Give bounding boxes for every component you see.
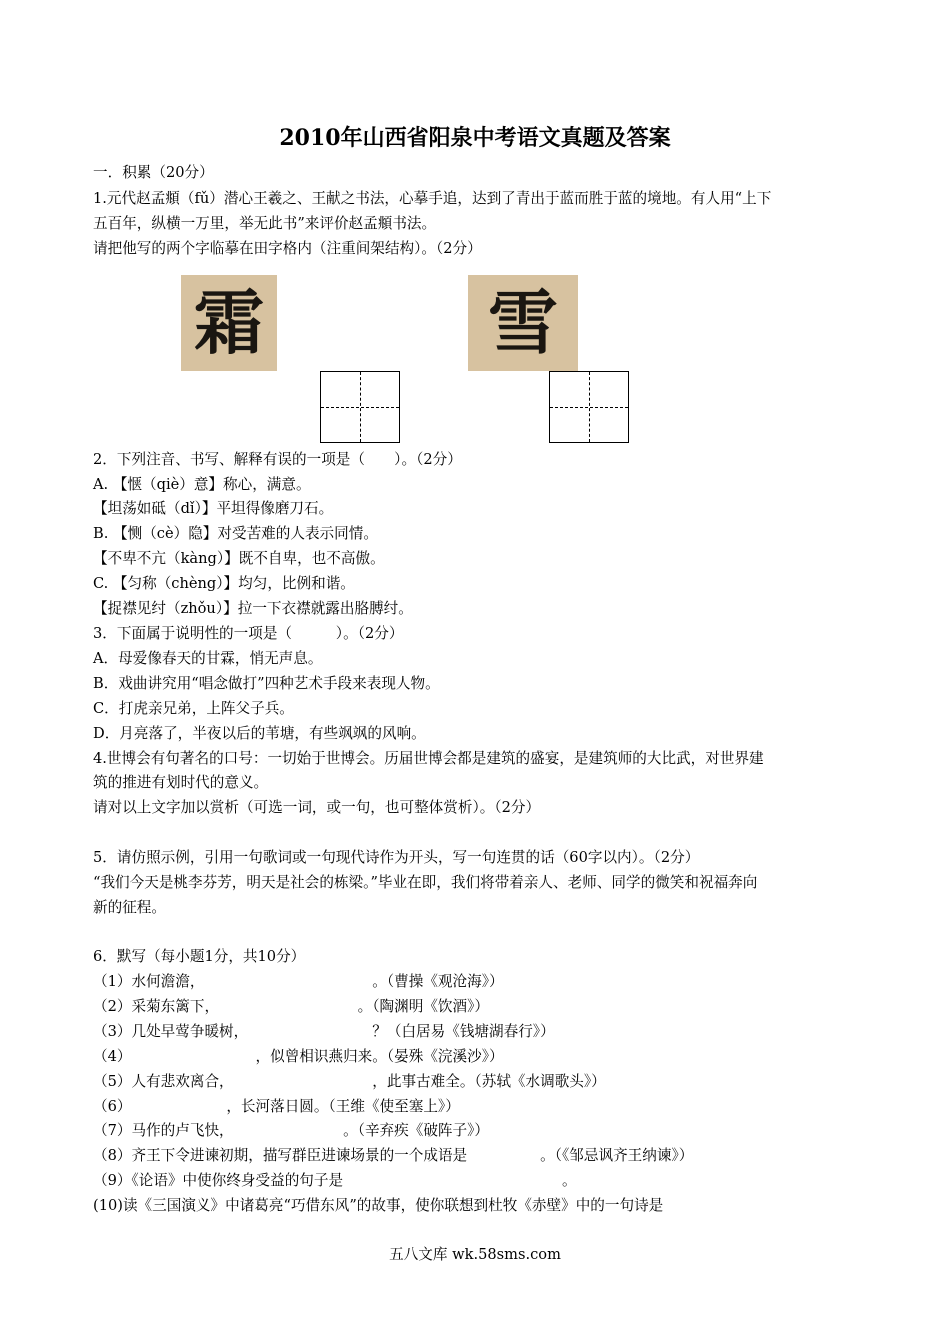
- q3-option-c: C．打虎亲兄弟，上阵父子兵。: [93, 700, 294, 717]
- tianzige-box-1[interactable]: [320, 371, 400, 443]
- q2-option-a1: A. 【惬（qiè）意】称心，满意。: [93, 476, 311, 493]
- q1-line1: 1.元代赵孟頫（fǔ）潜心王羲之、王献之书法，心摹手追，达到了青出于蓝而胜于蓝的境地。有人用“上下: [93, 190, 772, 207]
- q1-line2: 五百年，纵横一万里，举无此书”来评价赵孟頫书法。: [93, 215, 437, 232]
- q2-stem: 2．下列注音、书写、解释有误的一项是（ ）。（2分）: [93, 451, 462, 468]
- q2-option-c1: C. 【匀称（chèng）】均匀，比例和谐。: [93, 575, 355, 592]
- q2-option-c2: 【捉襟见纣（zhǒu）】拉一下衣襟就露出胳膊纣。: [93, 600, 413, 617]
- q2-option-a2: 【坦荡如砥（dǐ）】平坦得像磨刀石。: [93, 500, 334, 517]
- q2-option-b1: B. 【恻（cè）隐】对受苦难的人表示同情。: [93, 525, 378, 542]
- q6-stem: 6．默写（每小题1分，共10分）: [93, 948, 306, 965]
- q6-item: (10)读《三国演义》中诸葛亮“巧借东风”的故事，使你联想到杜牧《赤壁》中的一句诗是: [93, 1197, 664, 1214]
- q4-line3: 请对以上文字加以赏析（可选一词，或一句，也可整体赏析）。（2分）: [93, 799, 541, 816]
- q3-option-a: A．母爱像春天的甘霖，悄无声息。: [93, 650, 323, 667]
- q6-item: （5）人有悲欢离合， ，此事古难全。（苏轼《水调歌头》）: [93, 1073, 606, 1090]
- q6-item: （3）几处早莺争暖树， ？（白居易《钱塘湖春行》）: [93, 1023, 555, 1040]
- calligraphy-char: 霜: [194, 281, 264, 364]
- q6-item: （6） ，长河落日圆。（王维《使至塞上》）: [93, 1098, 460, 1115]
- q5-example-line1: “我们今天是桃李芬芳，明天是社会的栋梁。”毕业在即，我们将带着亲人、老师、同学的微笑和祝福奔向: [93, 874, 758, 891]
- q2-option-b2: 【不卑不亢（kàng）】既不自卑，也不高傲。: [93, 550, 385, 567]
- q6-item: （4） ，似曾相识燕归来。（晏殊《浣溪沙》）: [93, 1048, 504, 1065]
- calligraphy-char: 雪: [488, 281, 558, 364]
- tianzige-box-2[interactable]: [549, 371, 629, 443]
- footer-watermark: 五八文库 wk.58sms.com: [389, 1246, 561, 1263]
- q6-item: （2）采菊东篱下， 。（陶渊明《饮酒》）: [93, 998, 490, 1015]
- q4-line1: 4.世博会有句著名的口号：一切始于世博会。历届世博会都是建筑的盛宴，是建筑师的大比武，对世界建: [93, 750, 764, 767]
- section-heading: 一．积累（20分）: [93, 164, 214, 181]
- q5-stem: 5．请仿照示例，引用一句歌词或一句现代诗作为开头，写一句连贯的话（60字以内）。（2分）: [93, 849, 700, 866]
- grid-horizontal-guide: [321, 407, 399, 408]
- q6-item: （8）齐王下令进谏初期，描写群臣进谏场景的一个成语是 。（《邹忌讽齐王纳谏》）: [93, 1147, 694, 1164]
- calligraphy-image-shuang: [181, 275, 277, 371]
- grid-horizontal-guide: [550, 407, 628, 408]
- q5-example-line2: 新的征程。: [93, 899, 166, 916]
- q6-item: （1）水何澹澹， 。（曹操《观沧海》）: [93, 973, 504, 990]
- calligraphy-image-xue: [468, 275, 578, 371]
- q4-line2: 筑的推进有划时代的意义。: [93, 774, 269, 791]
- q6-item: （7）马作的卢飞快， 。（辛弃疾《破阵子》）: [93, 1122, 490, 1139]
- q3-option-d: D．月亮落了，半夜以后的苇塘，有些飒飒的风响。: [93, 725, 426, 742]
- q3-stem: 3．下面属于说明性的一项是（ ）。（2分）: [93, 625, 404, 642]
- q6-item: （9）《论语》中使你终身受益的句子是 。: [93, 1172, 577, 1189]
- q3-option-b: B．戏曲讲究用“唱念做打”四种艺术手段来表现人物。: [93, 675, 440, 692]
- document-title: 2010年山西省阳泉中考语文真题及答案: [279, 125, 671, 151]
- q1-line3: 请把他写的两个字临摹在田字格内（注重间架结构）。（2分）: [93, 240, 482, 257]
